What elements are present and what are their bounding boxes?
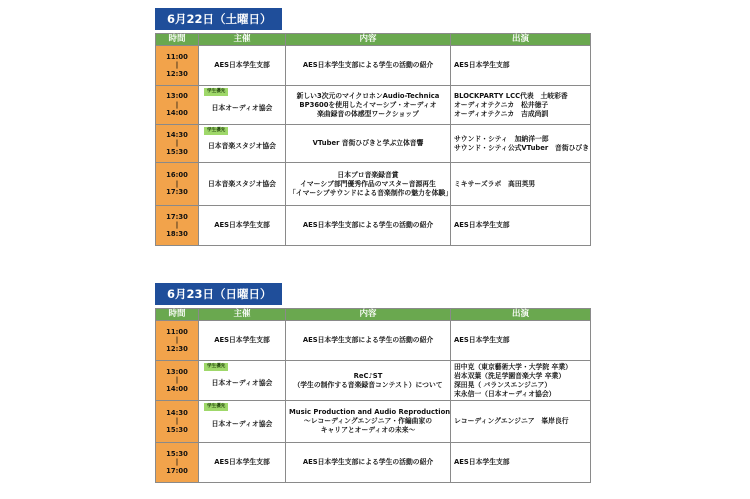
host-cell — [199, 401, 286, 443]
performer-line: AES日本学生支部 — [454, 61, 510, 70]
performer-line: BLOCKPARTY LCC代表 土岐彩香 — [454, 91, 568, 100]
header-content: 内容 — [286, 309, 451, 321]
performers-cell — [451, 125, 591, 163]
performer-line: AES日本学生支部 — [454, 458, 510, 467]
performer-line: 末永信一（日本オーディオ協会） — [454, 389, 556, 398]
host-cell — [199, 86, 286, 125]
performers-cell — [451, 321, 591, 361]
time-cell — [156, 321, 199, 361]
time-cell — [156, 125, 199, 163]
time-separator: | — [175, 61, 179, 70]
content-line: キャリアとオーディオの未来～ — [320, 426, 416, 435]
content-line: AES日本学生支部による学生の活動の紹介 — [302, 336, 434, 345]
header-row — [156, 34, 591, 46]
time-separator: | — [175, 139, 179, 148]
header-content: 内容 — [286, 34, 451, 46]
student-priority-badge: 学生優先 — [204, 363, 228, 371]
header-row — [156, 309, 591, 321]
performers-cell — [451, 401, 591, 443]
host-cell — [199, 443, 286, 483]
header-time: 時間 — [156, 34, 199, 46]
performer-line: オーディオテクニカ 松井徳子 — [454, 100, 549, 109]
host-cell — [199, 163, 286, 206]
host-name: 日本オーディオ協会 — [211, 420, 273, 429]
performer-line: サウンド・シティ公式VTuber 音街ひびき — [454, 143, 590, 152]
start-time: 15:30 — [166, 449, 188, 458]
time-cell — [156, 443, 199, 483]
host-name: 日本音楽スタジオ協会 — [208, 142, 276, 151]
content-line: ReC♪ST — [353, 371, 383, 380]
host-name: AES日本学生支部 — [214, 336, 270, 345]
schedule-table — [155, 33, 591, 246]
content-line: 楽曲録音の体感型ワークショップ — [317, 109, 419, 118]
host-name: 日本オーディオ協会 — [211, 379, 273, 388]
time-separator: | — [175, 336, 179, 345]
host-name: 日本音楽スタジオ協会 — [208, 179, 276, 188]
time-separator: | — [175, 221, 179, 230]
day-title: 6月22日（土曜日） — [155, 8, 282, 30]
end-time: 12:30 — [166, 344, 188, 353]
end-time: 14:00 — [166, 384, 188, 393]
time-cell — [156, 46, 199, 86]
performers-cell — [451, 163, 591, 206]
content-line: AES日本学生支部による学生の活動の紹介 — [302, 61, 434, 70]
performers-cell — [451, 86, 591, 125]
end-time: 18:30 — [166, 229, 188, 238]
content-line: AES日本学生支部による学生の活動の紹介 — [302, 458, 434, 467]
schedule-row — [156, 321, 591, 361]
content-line: 日本プロ音楽録音賞 — [337, 170, 399, 179]
content-line: BP3600を使用したイマーシブ・オーディオ — [299, 100, 437, 109]
performer-line: サウンド・シティ 加納洋一郎 — [454, 134, 549, 143]
time-separator: | — [175, 179, 179, 188]
host-cell — [199, 125, 286, 163]
start-time: 13:00 — [166, 92, 188, 101]
end-time: 17:30 — [166, 188, 188, 197]
performers-cell — [451, 361, 591, 401]
content-line: 「イマーシブサウンドによる音楽制作の魅力を体験」 — [289, 188, 452, 197]
time-cell — [156, 163, 199, 206]
content-cell — [286, 46, 451, 86]
time-separator: | — [175, 458, 179, 467]
content-cell — [286, 443, 451, 483]
day-section-1 — [155, 8, 590, 246]
time-cell — [156, 361, 199, 401]
performer-line: AES日本学生支部 — [454, 221, 510, 230]
student-priority-badge: 学生優先 — [204, 88, 228, 96]
performer-line: ミキサーズラボ 高田英男 — [454, 179, 536, 188]
content-line: 新しい3次元のマイクロホンAudio-Technica — [296, 91, 440, 100]
performer-line: 田中克（東京藝術大学・大学院 卒業） — [454, 362, 572, 371]
time-cell — [156, 86, 199, 125]
start-time: 16:00 — [166, 171, 188, 180]
performer-line: AES日本学生支部 — [454, 336, 510, 345]
schedule-row — [156, 86, 591, 125]
host-name: AES日本学生支部 — [214, 61, 270, 70]
content-cell — [286, 401, 451, 443]
day-section-2 — [155, 283, 590, 483]
time-separator: | — [175, 376, 179, 385]
schedule-row — [156, 361, 591, 401]
schedule-row — [156, 443, 591, 483]
start-time: 14:30 — [166, 408, 188, 417]
time-cell — [156, 206, 199, 246]
performer-line: オーディオテクニカ 吉成尚訓 — [454, 109, 549, 118]
host-name: 日本オーディオ協会 — [211, 103, 273, 112]
host-cell — [199, 361, 286, 401]
end-time: 17:00 — [166, 466, 188, 475]
start-time: 11:00 — [166, 327, 188, 336]
content-cell — [286, 125, 451, 163]
student-priority-badge: 学生優先 — [204, 127, 228, 135]
time-separator: | — [175, 417, 179, 426]
header-host: 主催 — [199, 34, 286, 46]
header-time: 時間 — [156, 309, 199, 321]
performers-cell — [451, 46, 591, 86]
performer-line: 岩本双葉（洗足学園音楽大学 卒業） — [454, 371, 566, 380]
content-line: Music Production and Audio Reproduction — [289, 408, 451, 417]
content-line: ～レコーディングエンジニア・作編曲家の — [303, 417, 433, 426]
schedule-row — [156, 401, 591, 443]
host-cell — [199, 206, 286, 246]
start-time: 13:00 — [166, 367, 188, 376]
content-cell — [286, 361, 451, 401]
day-title: 6月23日（日曜日） — [155, 283, 282, 305]
performers-cell — [451, 206, 591, 246]
performer-line: 深田晃（ バランスエンジニア） — [454, 380, 552, 389]
schedule-row — [156, 125, 591, 163]
content-line: （学生の制作する音楽録音コンテスト）について — [293, 380, 443, 389]
schedule-row — [156, 206, 591, 246]
host-cell — [199, 46, 286, 86]
host-name: AES日本学生支部 — [214, 221, 270, 230]
header-host: 主催 — [199, 309, 286, 321]
schedule-row — [156, 46, 591, 86]
start-time: 17:30 — [166, 212, 188, 221]
start-time: 14:30 — [166, 130, 188, 139]
start-time: 11:00 — [166, 52, 188, 61]
host-cell — [199, 321, 286, 361]
content-cell — [286, 163, 451, 206]
performers-cell — [451, 443, 591, 483]
end-time: 14:00 — [166, 109, 188, 118]
schedule-table — [155, 308, 591, 483]
end-time: 15:30 — [166, 147, 188, 156]
content-line: VTuber 音街ひびきと学ぶ立体音響 — [312, 139, 424, 148]
header-performers: 出演 — [451, 309, 591, 321]
content-line: AES日本学生支部による学生の活動の紹介 — [302, 221, 434, 230]
end-time: 15:30 — [166, 425, 188, 434]
time-cell — [156, 401, 199, 443]
content-cell — [286, 206, 451, 246]
performer-line: レコーディングエンジニア 峯岸良行 — [454, 417, 569, 426]
student-priority-badge: 学生優先 — [204, 403, 228, 411]
end-time: 12:30 — [166, 69, 188, 78]
content-cell — [286, 321, 451, 361]
schedule-row — [156, 163, 591, 206]
content-line: イマーシブ部門優秀作品のマスター音源再生 — [300, 179, 436, 188]
header-performers: 出演 — [451, 34, 591, 46]
host-name: AES日本学生支部 — [214, 458, 270, 467]
time-separator: | — [175, 100, 179, 109]
content-cell — [286, 86, 451, 125]
